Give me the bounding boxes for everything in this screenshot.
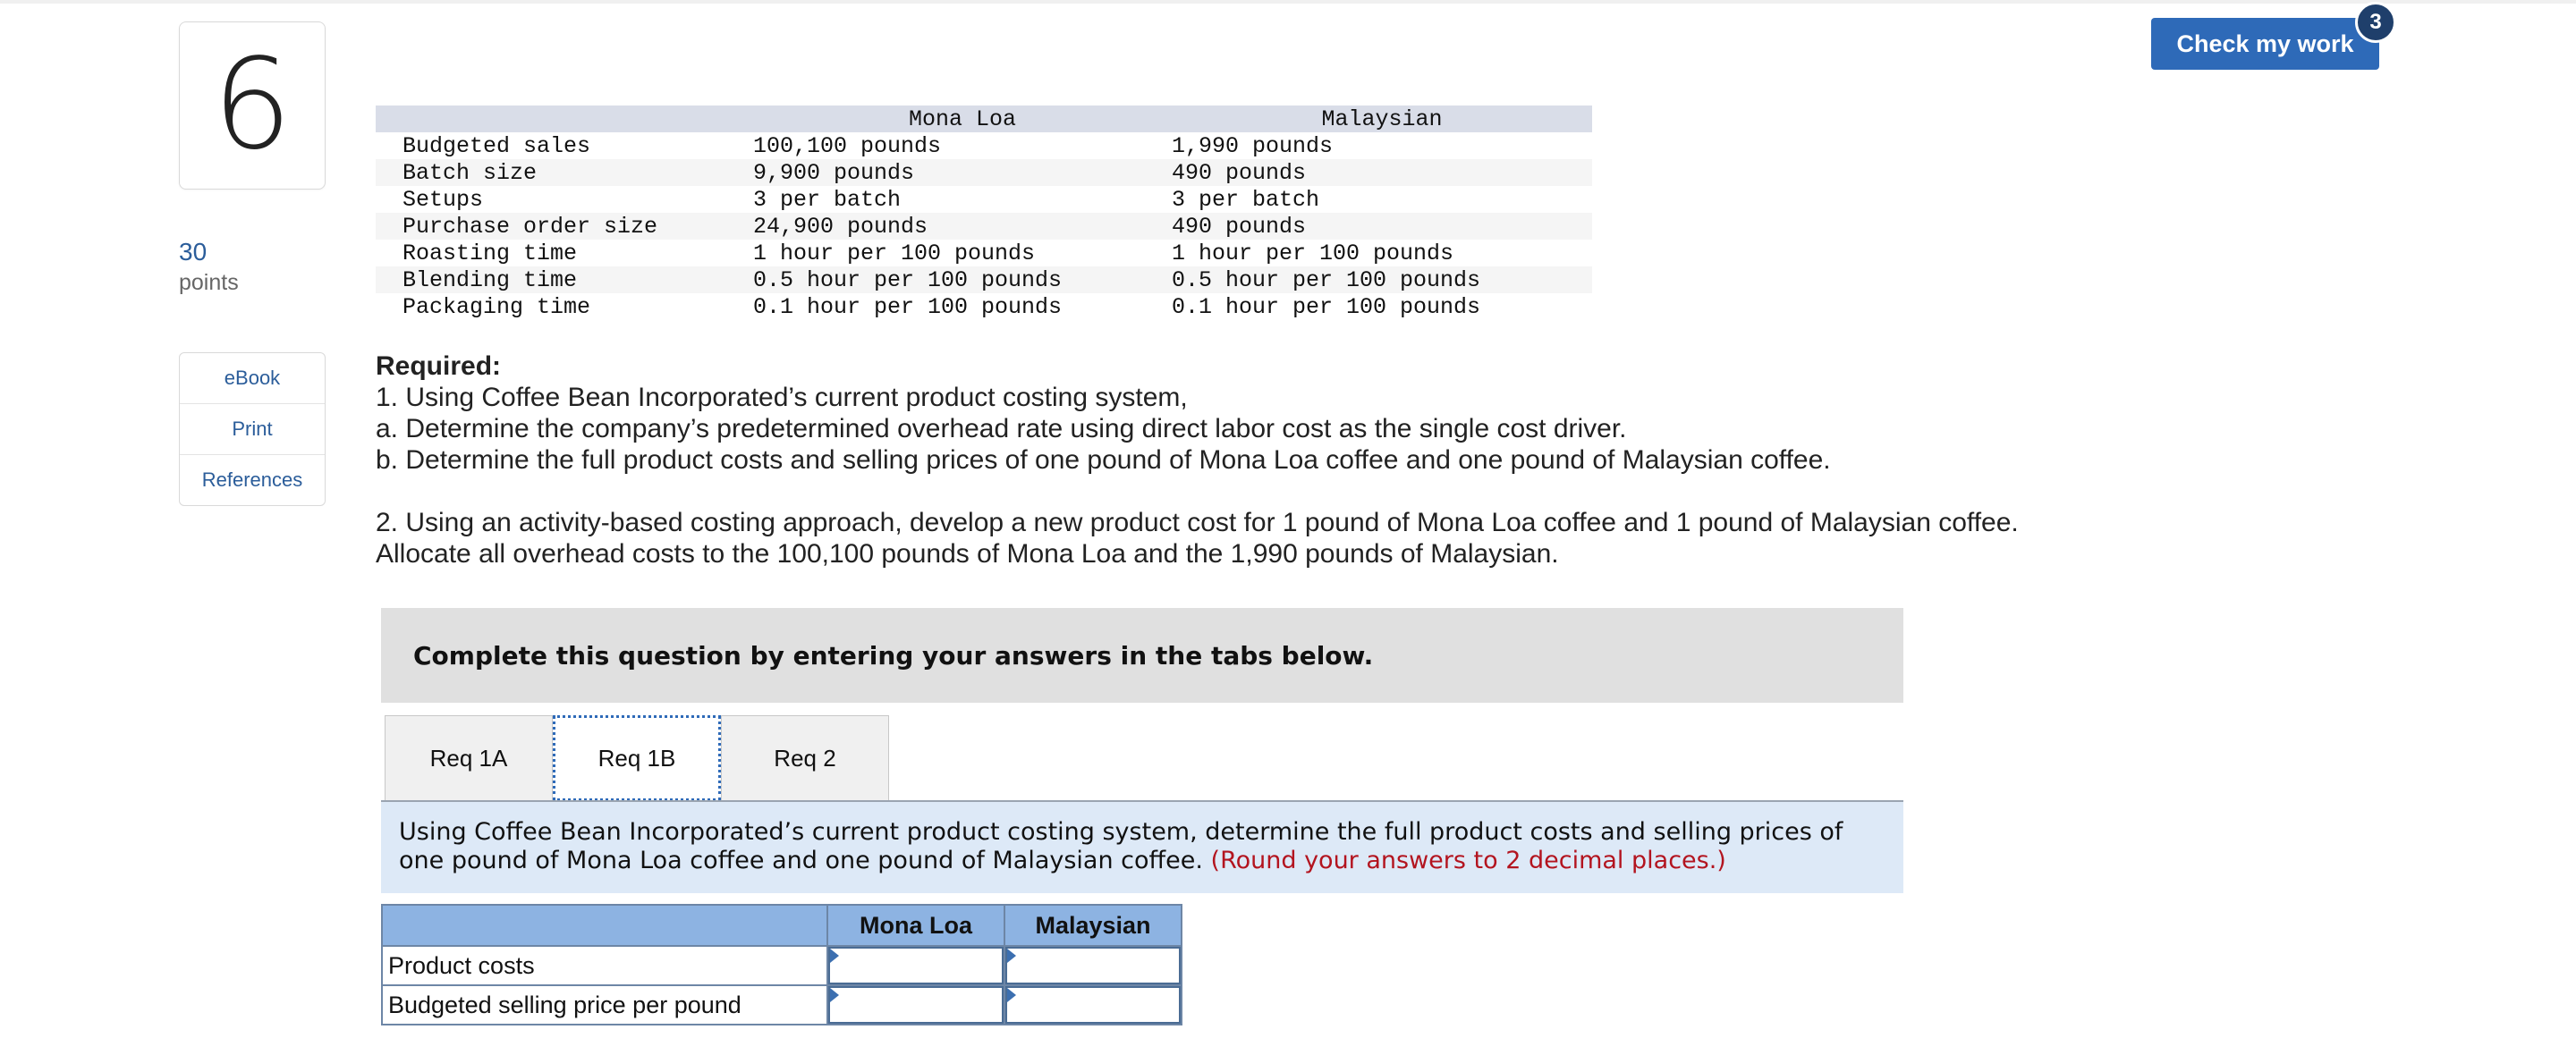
answer-table [381,904,1182,1025]
row-label: Product costs [382,946,827,985]
cell: 24,900 pounds [753,213,1172,240]
row-label: Budgeted sales [402,132,591,159]
row-label: Budgeted selling price per pound [382,985,827,1025]
answer-header-row [382,905,1182,946]
answer-header: Malaysian [1004,905,1182,946]
cell: 1 hour per 100 pounds [1172,240,1454,266]
tab-instruction-text: Using Coffee Bean Incorporated’s current product costing system, determine the full product costs and selling prices of one pound of Mona Loa coffee and one pound of Malaysian coffee. [399,818,1843,874]
answer-row-product-costs [382,946,1182,985]
row-label: Setups [402,186,484,213]
cell: 9,900 pounds [753,159,1172,186]
table-row [376,266,1592,293]
points-label: points [179,270,239,295]
selling-price-malaysian-input[interactable] [1005,986,1181,1024]
product-costs-malaysian-input[interactable] [1005,947,1181,984]
product-data-table [376,105,1592,320]
row-label: Blending time [376,266,753,293]
answer-row-selling-price [382,985,1182,1025]
tab-req-1b[interactable]: Req 1B [553,715,721,801]
requirement-1: 1. Using Coffee Bean Incorporated’s current product costing system, [376,383,1188,412]
tab-req-1a[interactable]: Req 1A [385,715,553,801]
required-heading: Required: [376,351,502,381]
tab-bar [385,715,889,801]
cell: 490 pounds [1172,213,1592,240]
requirement-2: 2. Using an activity-based costing approach, develop a new product cost for 1 pound of Mona Loa coffee and 1 pound of Malaysian coffee. Allocate all overhead costs to the 100,100 pounds of Mona Loa and the 1,990 pounds of Malaysian. [376,508,2019,569]
answer-cell [827,946,1004,985]
requirement-1a: a. Determine the company’s predetermined overhead rate using direct labor cost as the single cost driver. [376,414,1627,443]
table-row [376,132,1592,159]
top-divider [0,0,2576,4]
selling-price-mona-loa-input[interactable] [828,986,1004,1024]
table-header-row [376,105,1592,132]
cell: 100,100 pounds [753,132,942,159]
points-value: 30 [179,238,208,266]
resource-links [179,352,326,506]
table-row [376,213,1592,240]
table-header: Malaysian [1172,105,1592,132]
question-number-box [179,21,326,190]
tab-req-2[interactable]: Req 2 [721,715,889,801]
requirement-1b: b. Determine the full product costs and selling prices of one pound of Mona Loa coffee and one pound of Malaysian coffee. [376,445,1831,475]
answer-cell [1004,946,1182,985]
input-marker-icon [830,949,839,963]
cell: 490 pounds [1172,159,1592,186]
cell: 1 hour per 100 pounds [753,240,1036,266]
cell: 0.1 hour per 100 pounds [1172,293,1481,320]
table-header [376,105,753,132]
answer-cell [827,985,1004,1025]
print-link[interactable]: Print [180,404,325,455]
input-marker-icon [830,988,839,1002]
input-marker-icon [1007,949,1016,963]
row-label: Purchase order size [376,213,753,240]
tab-instruction [381,802,1903,893]
row-label: Packaging time [402,293,591,320]
row-label: Roasting time [402,240,578,266]
ebook-link[interactable]: eBook [180,353,325,404]
answer-cell [1004,985,1182,1025]
requirements [376,350,2075,570]
instruction-text: Complete this question by entering your answers in the tabs below. [413,640,1374,671]
attempts-badge: 3 [2355,2,2396,43]
table-header: Mona Loa [753,105,1172,132]
input-marker-icon [1007,988,1016,1002]
table-row [376,159,1592,186]
cell: 0.5 hour per 100 pounds [1172,266,1592,293]
instruction-banner [381,608,1903,703]
answer-header-blank [382,905,827,946]
row-label: Batch size [376,159,753,186]
rounding-note: (Round your answers to 2 decimal places.) [1210,847,1726,874]
table-row [376,240,1592,266]
cell: 3 per batch [753,186,902,213]
references-link[interactable]: References [201,468,303,491]
check-my-work-button[interactable]: Check my work [2151,18,2379,70]
table-row [376,186,1592,213]
cell: 0.5 hour per 100 pounds [753,266,1172,293]
table-row [376,293,1592,320]
cell: 1,990 pounds [1172,132,1334,159]
cell: 0.1 hour per 100 pounds [753,293,1063,320]
answer-header: Mona Loa [827,905,1004,946]
cell: 3 per batch [1172,186,1320,213]
question-number: 6 [212,32,292,178]
product-costs-mona-loa-input[interactable] [828,947,1004,984]
